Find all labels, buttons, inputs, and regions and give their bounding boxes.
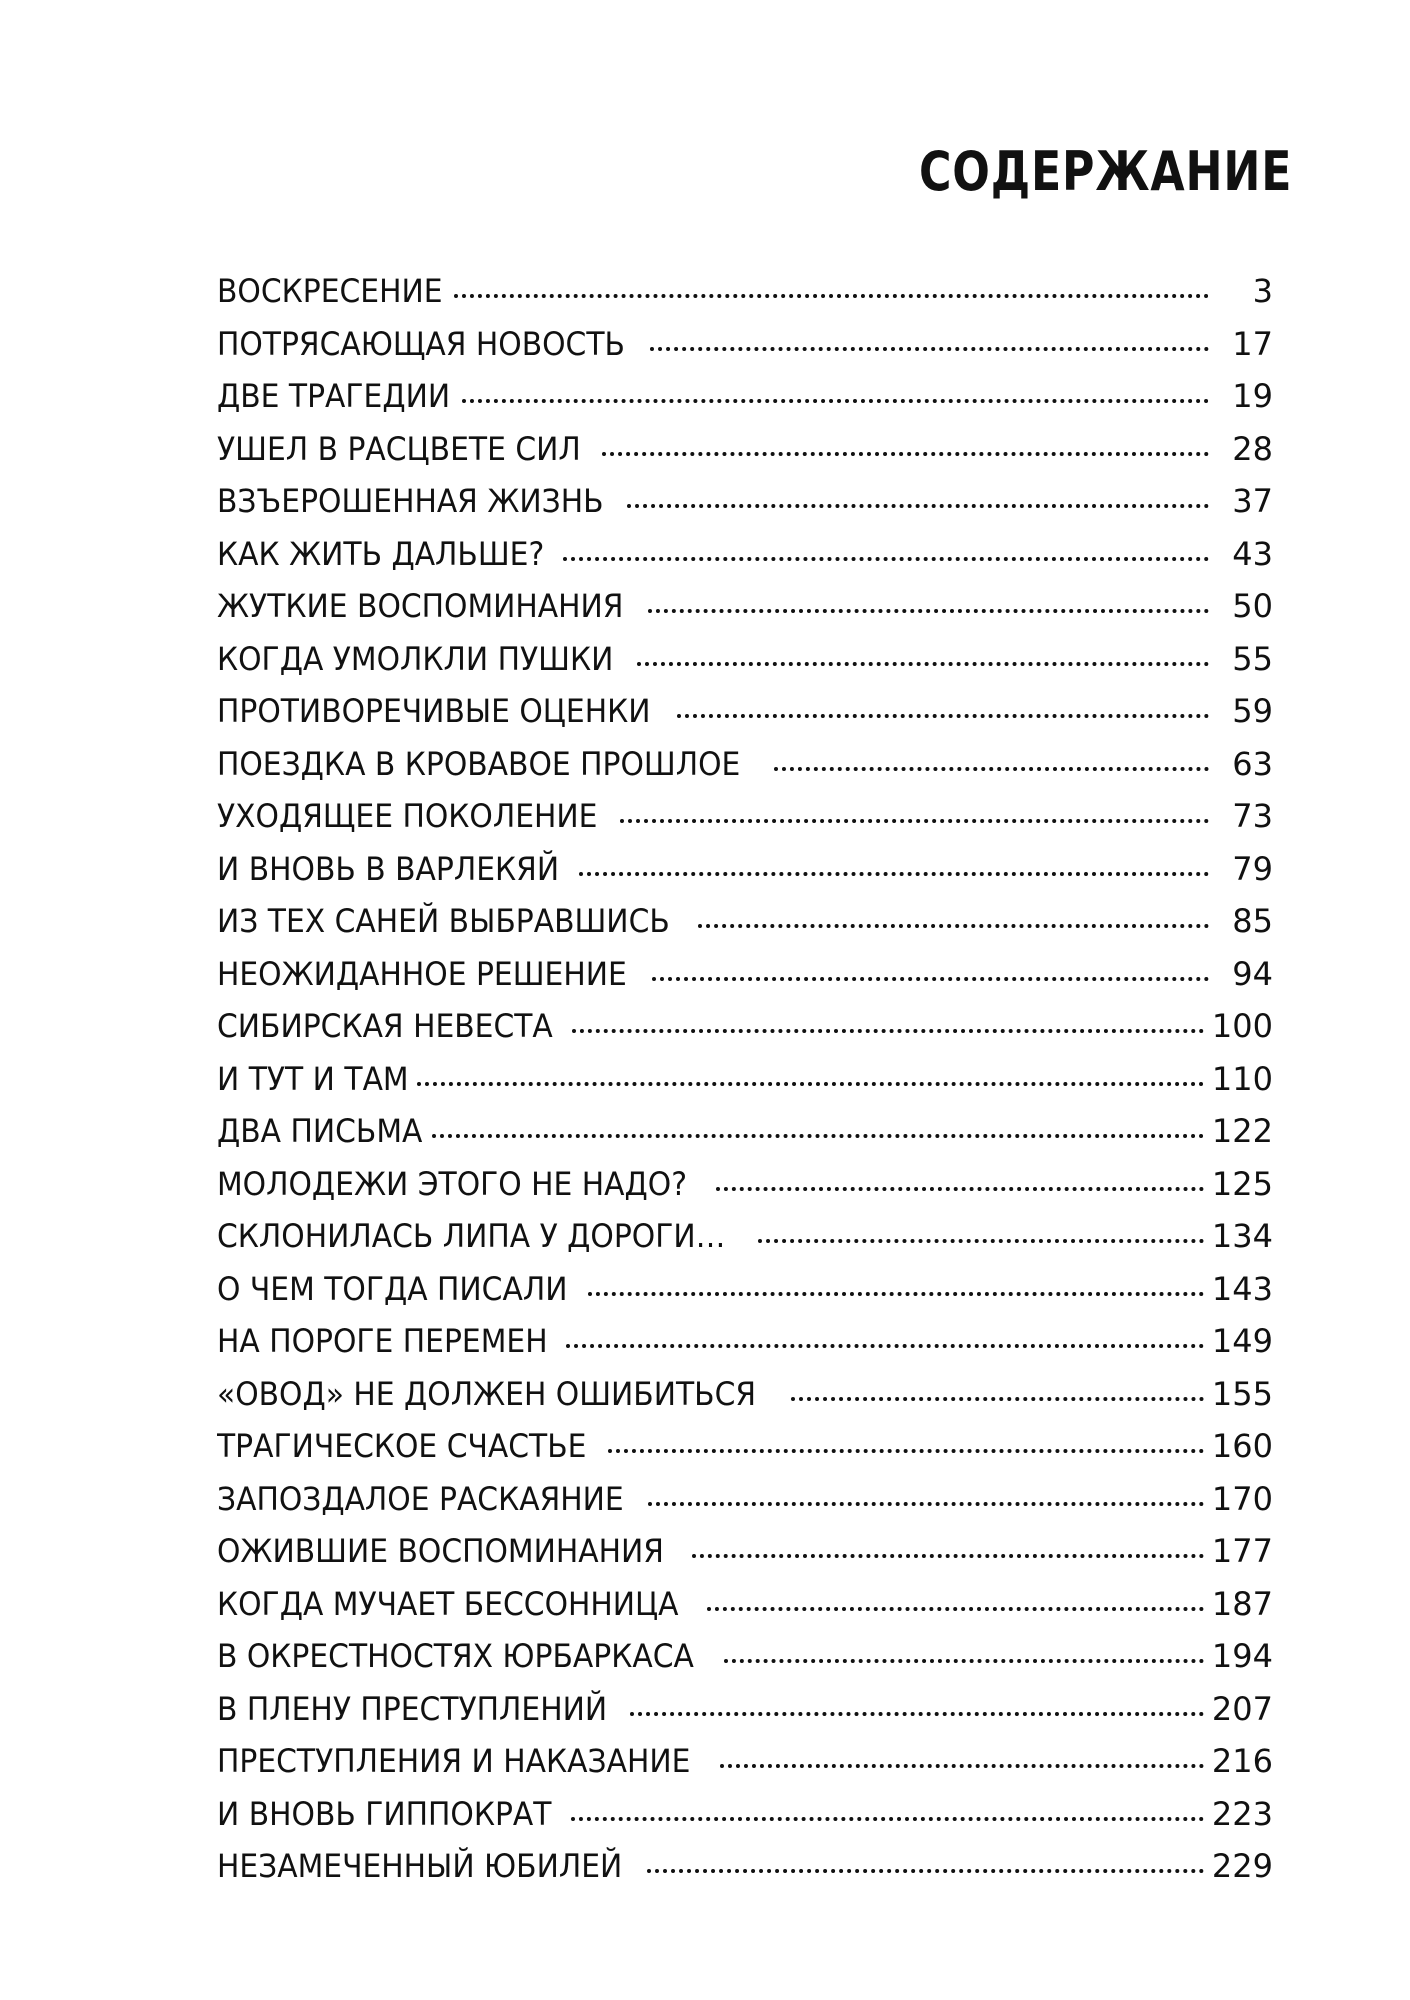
dot-leader (588, 1292, 1204, 1296)
dot-leader (630, 1712, 1203, 1716)
toc-entry (217, 843, 1273, 896)
toc-entry (217, 738, 1273, 791)
toc-entry (217, 1420, 1273, 1473)
toc-entry-title: ПРЕСТУПЛЕНИЯ И НАКАЗАНИЕ (217, 1742, 691, 1780)
dot-leader (572, 1029, 1204, 1033)
toc-entry (217, 895, 1273, 948)
toc-entry-page-number: 94 (1232, 954, 1273, 993)
toc-entry-title: ДВЕ ТРАГЕДИИ (217, 377, 451, 415)
toc-entry-page-number: 187 (1211, 1584, 1273, 1623)
toc-entry-page-number: 134 (1211, 1217, 1273, 1255)
toc-entry-page-number: 229 (1211, 1847, 1273, 1885)
toc-entry-page-number: 79 (1232, 849, 1273, 888)
dot-leader (692, 1554, 1204, 1558)
dot-leader (432, 1134, 1204, 1138)
dot-leader (647, 1869, 1204, 1873)
dot-leader (720, 1764, 1204, 1768)
toc-entry (217, 370, 1273, 423)
toc-entry-title: И ТУТ И ТАМ (217, 1059, 409, 1098)
dot-leader (707, 1607, 1204, 1611)
dot-leader (758, 1239, 1204, 1243)
toc-entry-title: УХОДЯЩЕЕ ПОКОЛЕНИЕ (217, 797, 598, 835)
toc-entry-page-number: 216 (1211, 1742, 1273, 1780)
toc-entry-title: ПОТРЯСАЮЩАЯ НОВОСТЬ (217, 324, 625, 363)
dot-leader (637, 662, 1209, 666)
toc-entry-title: ТРАГИЧЕСКОЕ СЧАСТЬЕ (217, 1427, 587, 1465)
toc-entry-title: В ПЛЕНУ ПРЕСТУПЛЕНИЙ (217, 1689, 608, 1728)
dot-leader (648, 609, 1209, 613)
toc-entry (217, 475, 1273, 528)
toc-entry (217, 1053, 1273, 1106)
toc-entry (217, 528, 1273, 581)
toc-entry-title: ИЗ ТЕХ САНЕЙ ВЫБРАВШИСЬ (217, 902, 670, 940)
toc-entry-title: НЕОЖИДАННОЕ РЕШЕНИЕ (217, 954, 627, 993)
dot-leader (417, 1082, 1204, 1086)
toc-entry-title: НА ПОРОГЕ ПЕРЕМЕН (217, 1322, 548, 1360)
toc-entry-title: НЕЗАМЕЧЕННЫЙ ЮБИЛЕЙ (217, 1847, 623, 1885)
toc-entry-title: И ВНОВЬ В ВАРЛЕКЯЙ (217, 849, 560, 888)
table-of-contents (217, 265, 1273, 1893)
toc-entry-title: СКЛОНИЛАСЬ ЛИПА У ДОРОГИ… (217, 1217, 726, 1255)
toc-entry (217, 318, 1273, 371)
toc-entry (217, 1840, 1273, 1893)
toc-entry (217, 1368, 1273, 1421)
dot-leader (608, 1449, 1204, 1453)
toc-entry-title: КОГДА МУЧАЕТ БЕССОННИЦА (217, 1584, 679, 1623)
toc-entry-page-number: 37 (1232, 482, 1273, 520)
toc-entry-page-number: 63 (1232, 744, 1273, 783)
dot-leader (648, 1502, 1204, 1506)
toc-entry (217, 1630, 1273, 1683)
toc-entry-title: ОЖИВШИЕ ВОСПОМИНАНИЯ (217, 1532, 664, 1570)
toc-entry (217, 948, 1273, 1001)
toc-entry-page-number: 28 (1232, 429, 1273, 468)
toc-entry-title: ЗАПОЗДАЛОЕ РАСКАЯНИЕ (217, 1479, 624, 1518)
toc-entry-page-number: 223 (1211, 1794, 1273, 1833)
toc-entry-title: В ОКРЕСТНОСТЯХ ЮРБАРКАСА (217, 1637, 694, 1675)
toc-entry (217, 1473, 1273, 1526)
toc-entry-page-number: 43 (1232, 534, 1273, 573)
toc-entry-page-number: 194 (1211, 1637, 1273, 1675)
toc-entry-page-number: 125 (1211, 1164, 1273, 1203)
toc-entry (217, 1683, 1273, 1736)
dot-leader (677, 714, 1209, 718)
dot-leader (650, 347, 1209, 351)
toc-entry-title: «ОВОД» НЕ ДОЛЖЕН ОШИБИТЬСЯ (217, 1374, 757, 1413)
dot-leader (652, 977, 1209, 981)
toc-entry-title: О ЧЕМ ТОГДА ПИСАЛИ (217, 1269, 568, 1308)
toc-entry-page-number: 143 (1211, 1269, 1273, 1308)
toc-entry (217, 1735, 1273, 1788)
toc-entry-page-number: 177 (1211, 1532, 1273, 1570)
toc-entry-page-number: 122 (1211, 1112, 1273, 1150)
toc-entry-title: ЖУТКИЕ ВОСПОМИНАНИЯ (217, 587, 624, 625)
dot-leader (462, 399, 1209, 403)
toc-entry-title: ДВА ПИСЬМА (217, 1112, 423, 1150)
toc-entry-page-number: 207 (1211, 1689, 1273, 1728)
toc-entry-page-number: 73 (1232, 797, 1273, 835)
toc-entry (217, 1000, 1273, 1053)
toc-entry-page-number: 19 (1232, 377, 1273, 415)
toc-entry-page-number: 110 (1211, 1059, 1273, 1098)
dot-leader (627, 504, 1209, 508)
page-title: СОДЕРЖАНИЕ (918, 140, 1292, 203)
toc-entry-page-number: 155 (1211, 1374, 1273, 1413)
toc-entry (217, 580, 1273, 633)
dot-leader (620, 819, 1209, 823)
dot-leader (454, 294, 1210, 298)
toc-entry (217, 685, 1273, 738)
toc-entry-page-number: 17 (1232, 324, 1273, 363)
toc-entry-page-number: 3 (1252, 272, 1273, 310)
toc-entry (217, 1315, 1273, 1368)
toc-entry (217, 1525, 1273, 1578)
toc-entry (217, 1210, 1273, 1263)
dot-leader (602, 452, 1209, 456)
toc-entry (217, 633, 1273, 686)
dot-leader (716, 1187, 1204, 1191)
dot-leader (563, 557, 1209, 561)
toc-entry (217, 1788, 1273, 1841)
toc-entry-page-number: 55 (1232, 639, 1273, 678)
toc-entry-page-number: 160 (1211, 1427, 1273, 1465)
toc-entry-title: СИБИРСКАЯ НЕВЕСТА (217, 1007, 553, 1045)
toc-entry-page-number: 59 (1232, 692, 1273, 730)
toc-entry-title: УШЕЛ В РАСЦВЕТЕ СИЛ (217, 429, 581, 468)
dot-leader (724, 1659, 1204, 1663)
toc-entry-title: ПОЕЗДКА В КРОВАВОЕ ПРОШЛОЕ (217, 744, 741, 783)
toc-entry-title: ВОСКРЕСЕНИЕ (217, 272, 443, 310)
dot-leader (698, 924, 1209, 928)
toc-entry-title: КАК ЖИТЬ ДАЛЬШЕ? (217, 534, 545, 573)
toc-entry (217, 1578, 1273, 1631)
dot-leader (566, 1344, 1203, 1348)
toc-entry-title: И ВНОВЬ ГИППОКРАТ (217, 1794, 552, 1833)
dot-leader (571, 1817, 1204, 1821)
toc-entry-title: КОГДА УМОЛКЛИ ПУШКИ (217, 639, 614, 678)
toc-entry-title: МОЛОДЕЖИ ЭТОГО НЕ НАДО? (217, 1164, 687, 1203)
toc-entry-page-number: 170 (1211, 1479, 1273, 1518)
toc-entry-title: ВЗЪЕРОШЕННАЯ ЖИЗНЬ (217, 482, 604, 520)
toc-entry (217, 1158, 1273, 1211)
toc-entry-page-number: 100 (1211, 1007, 1273, 1045)
toc-entry (217, 423, 1273, 476)
toc-entry (217, 1263, 1273, 1316)
toc-entry-page-number: 149 (1211, 1322, 1273, 1360)
dot-leader (791, 1397, 1204, 1401)
toc-entry (217, 790, 1273, 843)
toc-entry-page-number: 50 (1232, 587, 1273, 625)
toc-entry (217, 1105, 1273, 1158)
dot-leader (579, 872, 1209, 876)
toc-entry (217, 265, 1273, 318)
toc-entry-page-number: 85 (1232, 902, 1273, 940)
toc-entry-title: ПРОТИВОРЕЧИВЫЕ ОЦЕНКИ (217, 692, 651, 730)
dot-leader (774, 767, 1209, 771)
